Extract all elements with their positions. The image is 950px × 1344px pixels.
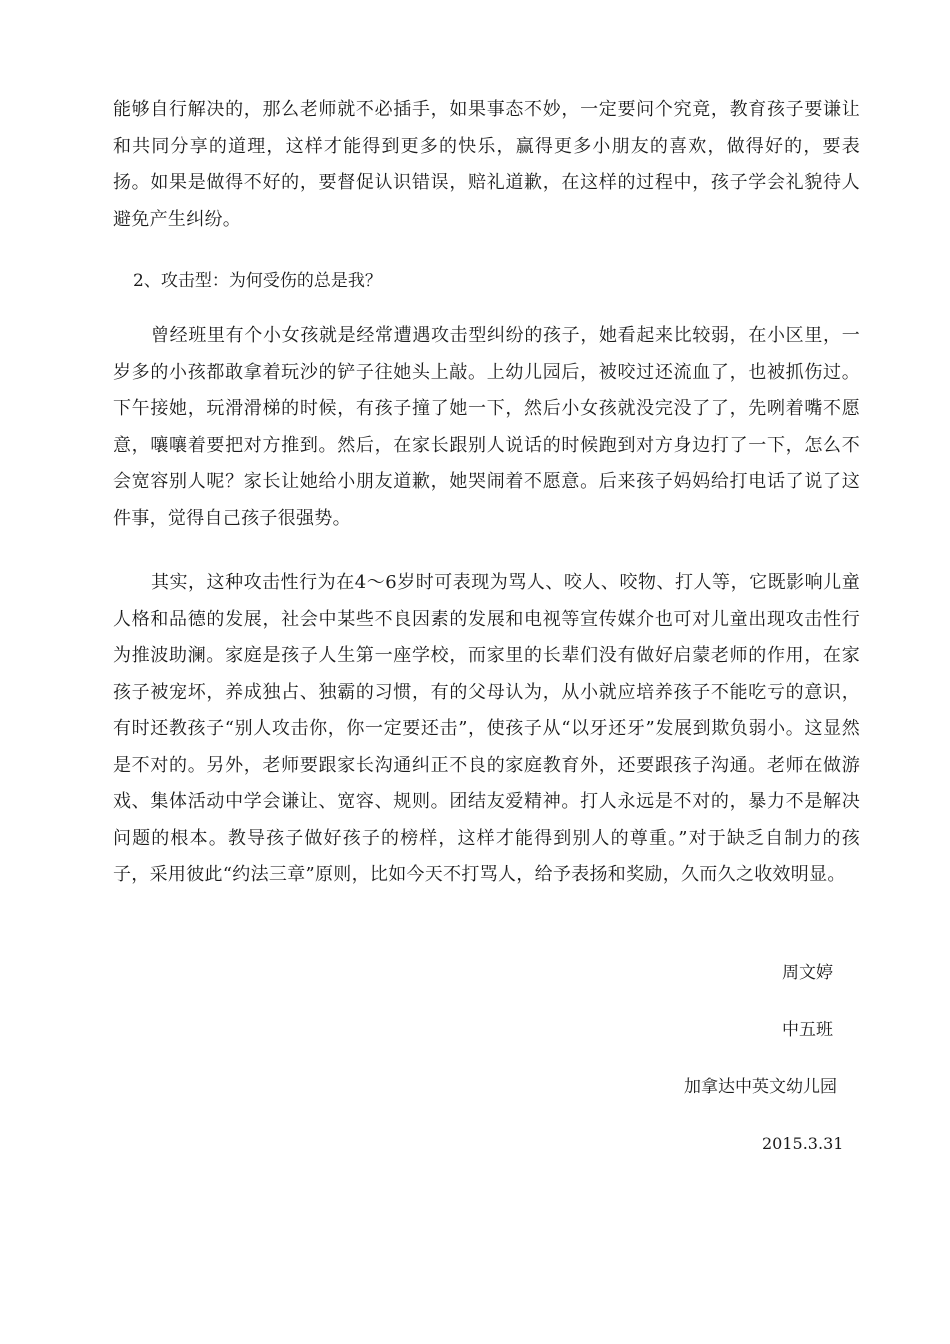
signature-author: 周文婷 [782,963,833,983]
signature-class: 中五班 [782,1020,833,1040]
paragraph-1: 能够自行解决的，那么老师就不必插手，如果事态不妙，一定要问个究竟，教育孩子要谦让和共同分享的道理，这样才能得到更多的快乐，赢得更多小朋友的喜欢，做得好的，要表扬。如果是做得不好的，要督促认识错误，赔礼道歉，在这样的过程中，孩子学会礼貌待人避免产生纠纷。 [113,99,860,230]
signature-school: 加拿达中英文幼儿园 [684,1077,837,1097]
signature-date: 2015.3.31 [762,1134,844,1153]
paragraph-3: 其实，这种攻击性行为在4～6岁时可表现为骂人、咬人、咬物、打人等，它既影响儿童人格和品德的发展，社会中某些不良因素的发展和电视等宣传媒介也可对儿童出现攻击性行为推波助澜。家庭是孩子人生第一座学校，而家里的长辈们没有做好启蒙老师的作用，在家孩子被宠坏，养成独占、独霸的习惯，有的父母认为，从小就应培养孩子不能吃亏的意识，有时还教孩子“别人攻击你，你一定要还击”，使孩子从“以牙还牙”发展到欺负弱小。这显然是不对的。另外，老师要跟家长沟通纠正不良的家庭教育外，还要跟孩子沟通。老师在做游戏、集体活动中学会谦让、宽容、规则。团结友爱精神。打人永远是不对的，暴力不是解决问题的根本。教导孩子做好孩子的榜样，这样才能得到别人的尊重。”对于缺乏自制力的孩子，采用彼此“约法三章”原则，比如今天不打骂人，给予表扬和奖励，久而久之收效明显。 [113,572,860,885]
paragraph-2: 曾经班里有个小女孩就是经常遭遇攻击型纠纷的孩子，她看起来比较弱，在小区里，一岁多的小孩都敢拿着玩沙的铲子往她头上敲。上幼儿园后，被咬过还流血了，也被抓伤过。下午接她，玩滑滑梯的时候，有孩子撞了她一下，然后小女孩就没完没了了，先咧着嘴不愿意，嚷嚷着要把对方推到。然后，在家长跟别人说话的时候跑到对方身边打了一下，怎么不会宽容别人呢？家长让她给小朋友道歉，她哭闹着不愿意。后来孩子妈妈给打电话了说了这件事，觉得自己孩子很强势。 [113,325,860,529]
section-heading: 2、攻击型：为何受伤的总是我？ [133,271,382,291]
